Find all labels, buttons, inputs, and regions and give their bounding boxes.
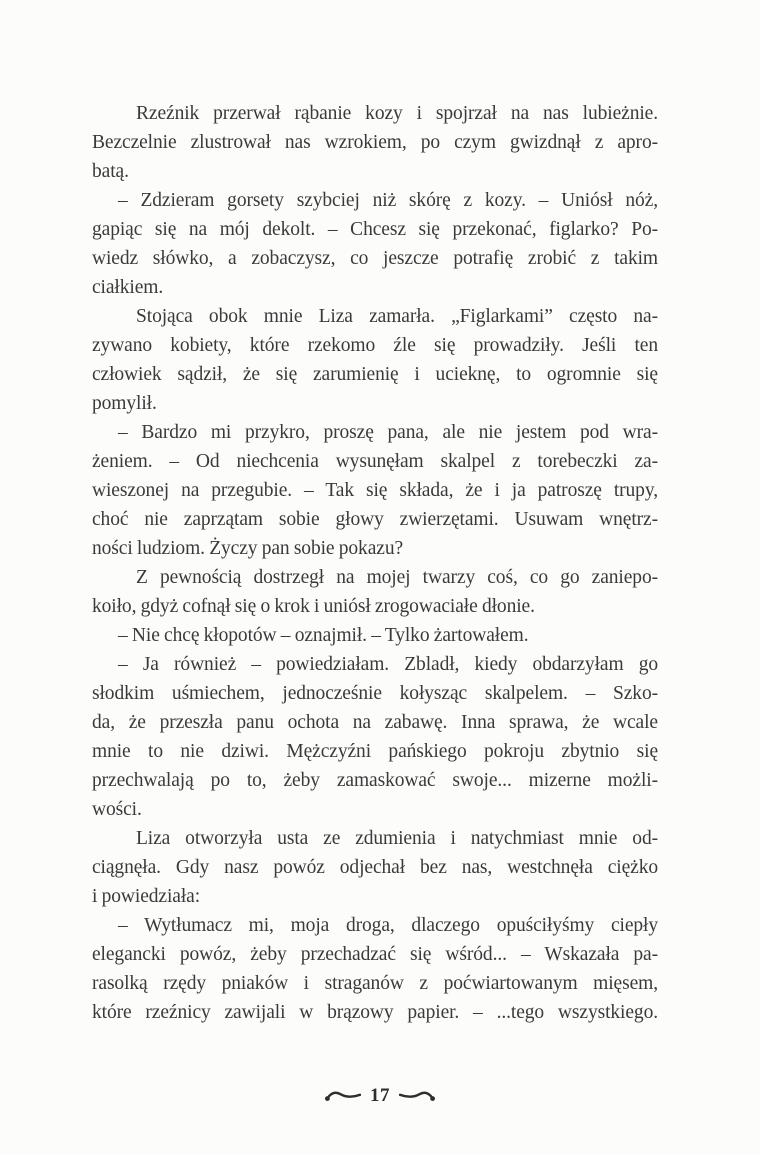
text-line: batą. — [92, 161, 129, 182]
text-line: choć nie zaprzątam sobie głowy zwierzętami. Usuwam wnętrz- — [92, 509, 658, 530]
text-line: elegancki powóz, żeby przechadzać się wśród... – Wskazała pa- — [92, 944, 658, 965]
paragraph — [92, 563, 658, 621]
text-line: wiedz słówko, a zobaczysz, co jeszcze potrafię zrobić z takim — [92, 248, 658, 269]
text-line: pomylił. — [92, 393, 157, 414]
text-line: ciągnęła. Gdy nasz powóz odjechał bez nas, westchnęła ciężko — [92, 857, 658, 878]
paragraph — [92, 650, 658, 824]
text-line: ności ludziom. Życzy pan sobie pokazu? — [92, 538, 404, 559]
text-line: koiło, gdyż cofnął się o krok i uniósł zrogowaciałe dłonie. — [92, 596, 535, 617]
text-line: które rzeźnicy zawijali w brązowy papier. – ...tego wszystkiego. — [92, 1002, 658, 1023]
text-line: gapiąc się na mój dekolt. – Chcesz się przekonać, figlarko? Po- — [92, 219, 658, 240]
text-line: Stojąca obok mnie Liza zamarła. „Figlarkami” często na- — [136, 306, 658, 327]
page-footer — [0, 1085, 760, 1107]
text-line: – Zdzieram gorsety szybciej niż skórę z kozy. – Uniósł nóż, — [118, 190, 658, 211]
text-line: – Wytłumacz mi, moja droga, dlaczego opuściłyśmy ciepły — [118, 915, 658, 936]
page-text — [92, 99, 658, 1027]
text-line: Liza otworzyła usta ze zdumienia i natychmiast mnie od- — [136, 828, 658, 849]
paragraph — [92, 418, 658, 563]
text-line: mnie to nie dziwi. Mężczyźni pańskiego pokroju zbytnio się — [92, 741, 658, 762]
text-line: da, że przeszła panu ochota na zabawę. Inna sprawa, że wcale — [92, 712, 658, 733]
text-line: żeniem. – Od niechcenia wysunęłam skalpel z torebeczki za- — [92, 451, 658, 472]
paragraph — [92, 302, 658, 418]
paragraph — [92, 99, 658, 186]
paragraph — [92, 186, 658, 302]
paragraph — [92, 911, 658, 1027]
paragraph — [92, 621, 658, 650]
text-line: – Nie chcę kłopotów – oznajmił. – Tylko żartowałem. — [118, 625, 529, 646]
text-line: ciałkiem. — [92, 277, 164, 298]
flourish-left-icon — [325, 1089, 361, 1103]
text-line: – Bardzo mi przykro, proszę pana, ale nie jestem pod wra- — [118, 422, 658, 443]
text-line: słodkim uśmiechem, jednocześnie kołysząc skalpelem. – Szko- — [92, 683, 658, 704]
text-line: Rzeźnik przerwał rąbanie kozy i spojrzał na nas lubieżnie. — [136, 103, 658, 124]
text-line: wości. — [92, 799, 142, 820]
text-line: człowiek sądził, że się zarumienię i ucieknę, to ogromnie się — [92, 364, 658, 385]
page-number: 17 — [370, 1085, 390, 1106]
text-line: Z pewnością dostrzegł na mojej twarzy coś, co go zaniepo- — [136, 567, 658, 588]
text-line: rasolką rzędy pniaków i straganów z poćwiartowanym mięsem, — [92, 973, 658, 994]
text-line: przechwalają po to, żeby zamaskować swoje... mizerne możli- — [92, 770, 658, 791]
paragraph — [92, 824, 658, 911]
text-line: i powiedziała: — [92, 886, 201, 907]
text-line: Bezczelnie zlustrował nas wzrokiem, po czym gwizdnął z apro- — [92, 132, 658, 153]
text-line: – Ja również – powiedziałam. Zbladł, kiedy obdarzyłam go — [118, 654, 658, 675]
text-line: wieszonej na przegubie. – Tak się składa, że i ja patroszę trupy, — [92, 480, 658, 501]
flourish-right-icon — [399, 1089, 435, 1103]
text-line: zywano kobiety, które rzekomo źle się prowadziły. Jeśli ten — [92, 335, 658, 356]
